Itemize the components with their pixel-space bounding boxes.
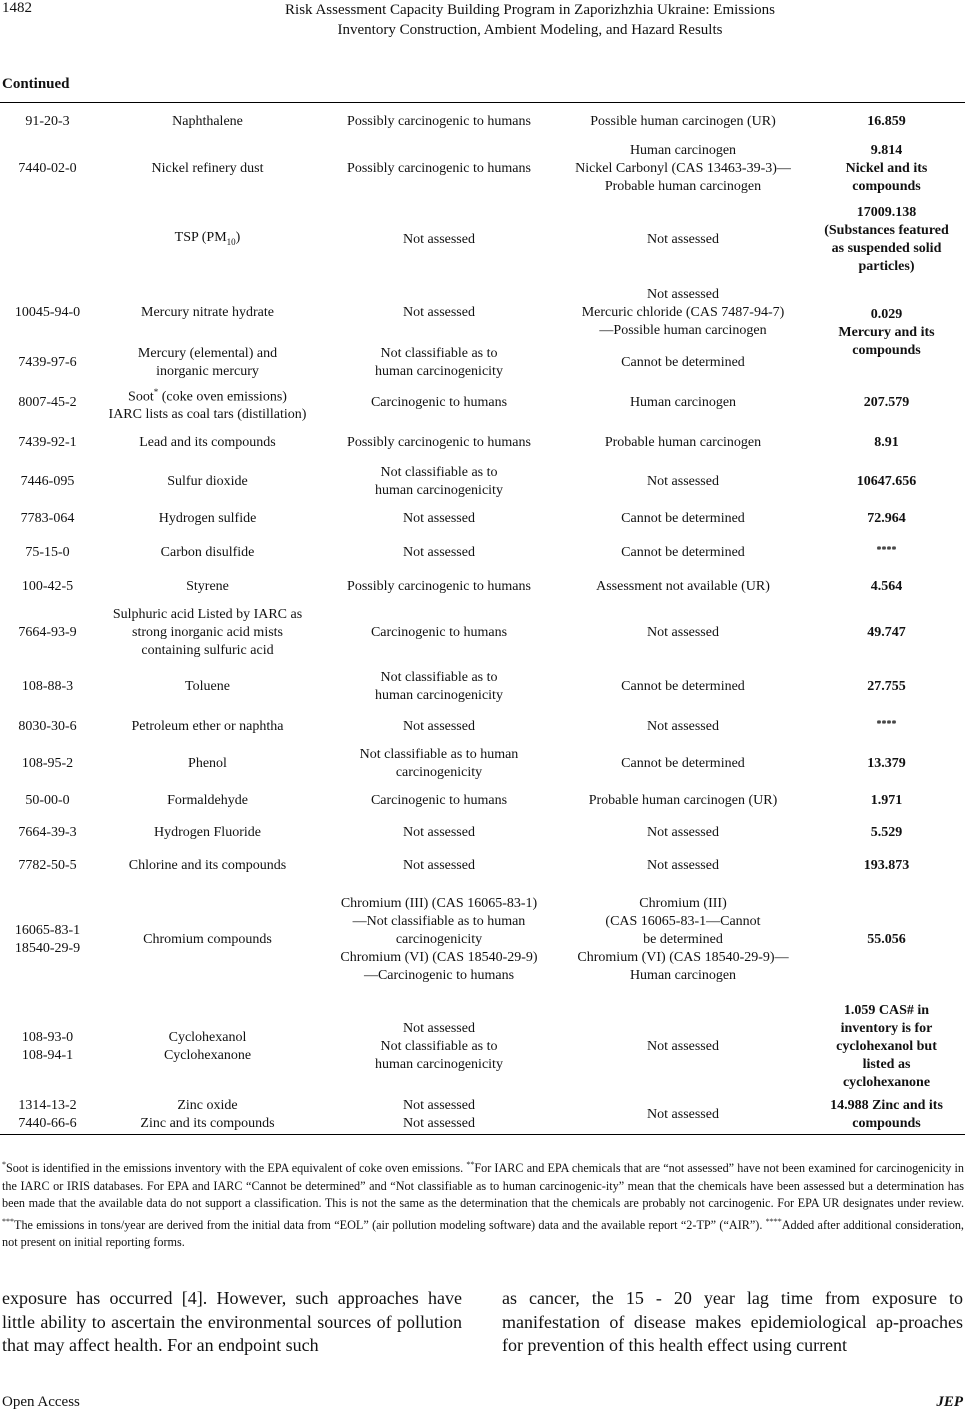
table-row <box>0 604 965 662</box>
emissions-value-cell: 16.859 <box>867 113 906 129</box>
body-text-left-column: exposure has occurred [4]. However, such approaches have little ability to ascertain the environmental sources of pollution that may affect health. For an endpoint such <box>2 1288 462 1355</box>
iarc-classification-cell: Not classifiable as to human carcinogenicity <box>375 345 503 379</box>
iarc-classification-cell: Not assessed Not classifiable as to human carcinogenicity <box>375 1021 503 1073</box>
epa-classification-cell: Not assessed <box>647 231 719 247</box>
emissions-value-cell: **** <box>876 544 897 556</box>
cas-number-cell: 8007-45-2 <box>18 395 77 411</box>
table-row <box>0 462 965 502</box>
emissions-value-cell: 4.564 <box>870 579 903 595</box>
cas-number-cell: 108-88-3 <box>21 679 74 695</box>
emissions-value-cell: 1.971 <box>870 793 903 809</box>
emissions-value-cell: 193.873 <box>863 858 910 874</box>
substance-name-cell: Formaldehyde <box>167 793 248 809</box>
iarc-classification-cell: Not classifiable as to human carcinogenicity <box>359 747 519 781</box>
substance-name-cell: Hydrogen Fluoride <box>154 825 261 841</box>
cas-number-cell: 7782-50-5 <box>18 858 77 874</box>
substance-name-cell: Cyclohexanol Cyclohexanone <box>163 1030 252 1064</box>
page-number: 1482 <box>2 0 32 16</box>
substance-name-cell: Styrene <box>186 579 229 595</box>
table-row <box>0 816 965 850</box>
substance-name-cell: Sulfur dioxide <box>167 474 248 490</box>
substance-name-cell: Phenol <box>188 756 227 772</box>
table-row <box>0 998 965 1096</box>
iarc-classification-cell: Not assessed <box>403 231 475 247</box>
footnote-not-assessed: For IARC and EPA chemicals that are “not assessed” have not been examined for carcinogenicity in the IARC or IRIS databases. For EPA and IARC “Cannot be determined” and “Not classifiable as to human carcinogenic-ity” mean that the chemicals have been assessed but a determination has been made that the available data do not support a classification. This is not the same as the determination that the chemicals are probably not carcinogenic. For EPA UR designates under review. <box>2 1161 964 1211</box>
table-row <box>0 882 965 998</box>
iarc-classification-cell: Not assessed <box>403 858 475 874</box>
iarc-classification-cell: Possibly carcinogenic to humans <box>347 160 531 176</box>
footer-open-access: Open Access <box>2 1394 80 1410</box>
cas-number-cell: 75-15-0 <box>25 545 70 561</box>
emissions-value-cell: 27.755 <box>867 679 906 695</box>
table-row <box>0 283 965 343</box>
epa-classification-cell: Not assessed <box>647 719 719 735</box>
footnote-soot: Soot is identified in the emissions inventory with the EPA equivalent of coke oven emissions. <box>6 1161 467 1176</box>
substance-name-cell: Hydrogen sulfide <box>158 511 257 527</box>
carcinogen-table-grid <box>0 102 965 1135</box>
running-header-line1: Risk Assessment Capacity Building Program in Zaporizhzhia Ukraine: Emissions <box>285 2 775 18</box>
epa-classification-cell: Possible human carcinogen (UR) <box>590 113 776 129</box>
table-row <box>0 141 965 197</box>
table-row <box>0 502 965 536</box>
emissions-value-cell: 10647.656 <box>856 474 917 490</box>
epa-classification-cell: Cannot be determined <box>621 756 745 772</box>
footnote-added: Added after additional consideration, not present on initial reporting forms. <box>2 1217 964 1250</box>
table-continued-label: Continued <box>2 76 70 92</box>
substance-name-cell: Petroleum ether or naphtha <box>131 719 284 735</box>
cas-number-cell <box>0 197 95 283</box>
emissions-value-cell: 207.579 <box>863 395 910 411</box>
emissions-value-cell: 0.029 Mercury and its compounds <box>838 306 935 358</box>
substance-name-cell: Mercury nitrate hydrate <box>141 304 274 320</box>
iarc-classification-cell: Carcinogenic to humans <box>370 625 508 641</box>
iarc-classification-cell: Not assessed <box>403 511 475 527</box>
epa-classification-cell: Probable human carcinogen <box>604 435 762 451</box>
epa-classification-cell: Cannot be determined <box>621 545 745 561</box>
table-row <box>0 197 965 283</box>
cas-number-cell: 108-93-0 108-94-1 <box>21 1030 74 1064</box>
substance-name-cell: Sulphuric acid Listed by IARC as strong inorganic acid mists containing sulfuric acid <box>112 607 303 659</box>
emissions-value-cell: 13.379 <box>867 756 906 772</box>
cas-number-cell: 7440-02-0 <box>18 160 77 176</box>
epa-classification-cell: Not assessed <box>647 1039 719 1055</box>
epa-classification-cell: Not assessed <box>647 858 719 874</box>
iarc-classification-cell: Not assessed <box>403 719 475 735</box>
cas-number-cell: 50-00-0 <box>25 793 70 809</box>
substance-name-cell: Chromium compounds <box>143 932 272 948</box>
substance-name-cell: Mercury (elemental) and inorganic mercury <box>137 345 278 379</box>
emissions-value-cell: 5.529 <box>870 825 903 841</box>
epa-classification-cell: Cannot be determined <box>621 679 745 695</box>
running-header-line2: Inventory Construction, Ambient Modeling, and Hazard Results <box>337 22 723 38</box>
iarc-classification-cell: Chromium (III) (CAS 16065-83-1) —Not classifiable as to human carcinogenicity Chromium (VI) (CAS 18540-29-9) —Carcinogenic to humans <box>340 896 538 984</box>
emissions-value-cell: **** <box>876 718 897 730</box>
table-row <box>0 850 965 882</box>
cas-number-cell: 1314-13-2 7440-66-6 <box>0 1096 95 1134</box>
epa-classification-cell: Not assessed <box>558 1096 808 1134</box>
epa-classification-cell: Chromium (III) (CAS 16065-83-1—Cannot be determined Chromium (VI) (CAS 18540-29-9)— Human carcinogen <box>577 896 789 984</box>
iarc-classification-cell: Possibly carcinogenic to humans <box>347 435 531 451</box>
emissions-value-cell: 14.988 Zinc and its compounds <box>808 1096 965 1134</box>
table-row <box>0 536 965 570</box>
epa-classification-cell: Not assessed <box>647 474 719 490</box>
substance-name-cell: Carbon disulfide <box>160 545 255 561</box>
emissions-value-cell: 49.747 <box>867 625 906 641</box>
cas-number-cell: 7664-39-3 <box>18 825 77 841</box>
emissions-value-cell: 8.91 <box>874 435 899 451</box>
epa-classification-cell: Assessment not available (UR) <box>596 579 770 595</box>
cas-number-cell: 7439-92-1 <box>18 435 77 451</box>
emissions-value-cell: 17009.138 (Substances featured as suspended solid particles) <box>824 204 949 274</box>
cas-number-cell: 108-95-2 <box>21 756 74 772</box>
table-row <box>0 742 965 786</box>
cas-number-cell: 7446-095 <box>20 474 75 490</box>
epa-classification-cell: Human carcinogen <box>629 395 737 411</box>
substance-name-cell: Toluene <box>185 679 230 695</box>
cas-number-cell: 91-20-3 <box>25 113 70 129</box>
cas-number-cell: 10045-94-0 <box>14 304 81 320</box>
substance-name-cell: Naphthalene <box>172 113 243 129</box>
epa-classification-cell: Human carcinogen Nickel Carbonyl (CAS 13463-39-3)— Probable human carcinogen <box>575 142 791 194</box>
table-row <box>0 424 965 462</box>
table-row <box>0 712 965 742</box>
cas-number-cell: 7439-97-6 <box>18 354 77 370</box>
epa-classification-cell: Cannot be determined <box>621 354 745 370</box>
substance-name-cell: TSP $(PM_{10})$ <box>174 229 241 247</box>
substance-name-cell: Lead and its compounds <box>139 435 276 451</box>
cas-number-cell: 7664-93-9 <box>18 625 77 641</box>
cas-number-cell: 16065-83-1 18540-29-9 <box>14 923 81 957</box>
iarc-classification-cell: Not assessed <box>403 545 475 561</box>
table-row <box>0 1096 965 1134</box>
iarc-classification-cell: Not assessed Not assessed <box>320 1096 558 1134</box>
substance-name-cell: Nickel refinery dust <box>151 160 264 176</box>
iarc-classification-cell: Possibly carcinogenic to humans <box>347 113 531 129</box>
epa-classification-cell: Not assessed <box>647 625 719 641</box>
emissions-value-cell: 72.964 <box>867 511 906 527</box>
iarc-classification-cell: Not assessed <box>403 825 475 841</box>
running-header <box>160 0 900 40</box>
iarc-classification-cell: Not classifiable as to human carcinogenicity <box>375 670 503 704</box>
footer-journal-abbrev: JEP <box>936 1394 963 1410</box>
table-row <box>0 786 965 816</box>
emissions-value-cell: 55.056 <box>867 932 906 948</box>
iarc-classification-cell: Carcinogenic to humans <box>370 395 508 411</box>
table-row <box>0 103 965 141</box>
epa-classification-cell: Not assessed Mercuric chloride (CAS 7487-94-7) —Possible human carcinogen <box>581 286 785 338</box>
table-row <box>0 570 965 604</box>
cas-number-cell: 100-42-5 <box>21 579 74 595</box>
substance-name-cell: Zinc oxide Zinc and its compounds <box>95 1096 320 1134</box>
table-footnote: *Soot is identified in the emissions inventory with the EPA equivalent of coke oven emissions. **For IARC and EPA chemicals that are “not assessed” have not been examined for carcinogenicity in the IARC or IRIS databases. For EPA and IARC “Cannot be determined” and “Not classifiable as to human carcinogenic-ity” mean that the chemicals have been assessed but a determination has been made that the available data do not support a classification. This is not the same as the determination that the chemicals are probably not carcinogenic. For EPA UR designates under review. ***The emissions in tons/year are derived from the initial data from “EOL” (air pollution modeling software) data and the available report “2-TP” (“AIR”). ****Added after additional consideration, not present on initial reporting forms. <box>2 1160 964 1250</box>
body-text-right-column: as cancer, the 15 - 20 year lag time from exposure to manifestation of disease makes epidemiological ap-proaches for prevention of this health effect using current <box>502 1288 963 1355</box>
epa-classification-cell: Probable human carcinogen (UR) <box>588 793 778 809</box>
table-row <box>0 662 965 712</box>
epa-classification-cell: Cannot be determined <box>621 511 745 527</box>
iarc-classification-cell: Possibly carcinogenic to humans <box>347 579 531 595</box>
iarc-classification-cell: Not assessed <box>403 304 475 320</box>
carcinogen-table <box>0 102 965 1135</box>
footnote-emissions: The emissions in tons/year are derived from the initial data from “EOL” (air pollution modeling software) data and the available report “2-TP” (“AIR”). <box>14 1217 766 1232</box>
emissions-value-cell: 1.059 CAS# in inventory is for cyclohexanol but listed as cyclohexanone <box>836 1003 937 1091</box>
cas-number-cell: 7783-064 <box>20 511 75 527</box>
epa-classification-cell: Not assessed <box>647 825 719 841</box>
substance-name-cell: Chlorine and its compounds <box>128 858 287 874</box>
substance-name-cell: Soot* (coke oven emissions) IARC lists as coal tars (distillation) <box>108 386 307 423</box>
cas-number-cell: 8030-30-6 <box>18 719 77 735</box>
iarc-classification-cell: Carcinogenic to humans <box>370 793 508 809</box>
table-row <box>0 383 965 425</box>
emissions-value-cell: 9.814 Nickel and its compounds <box>845 142 928 194</box>
iarc-classification-cell: Not classifiable as to human carcinogenicity <box>375 465 503 499</box>
